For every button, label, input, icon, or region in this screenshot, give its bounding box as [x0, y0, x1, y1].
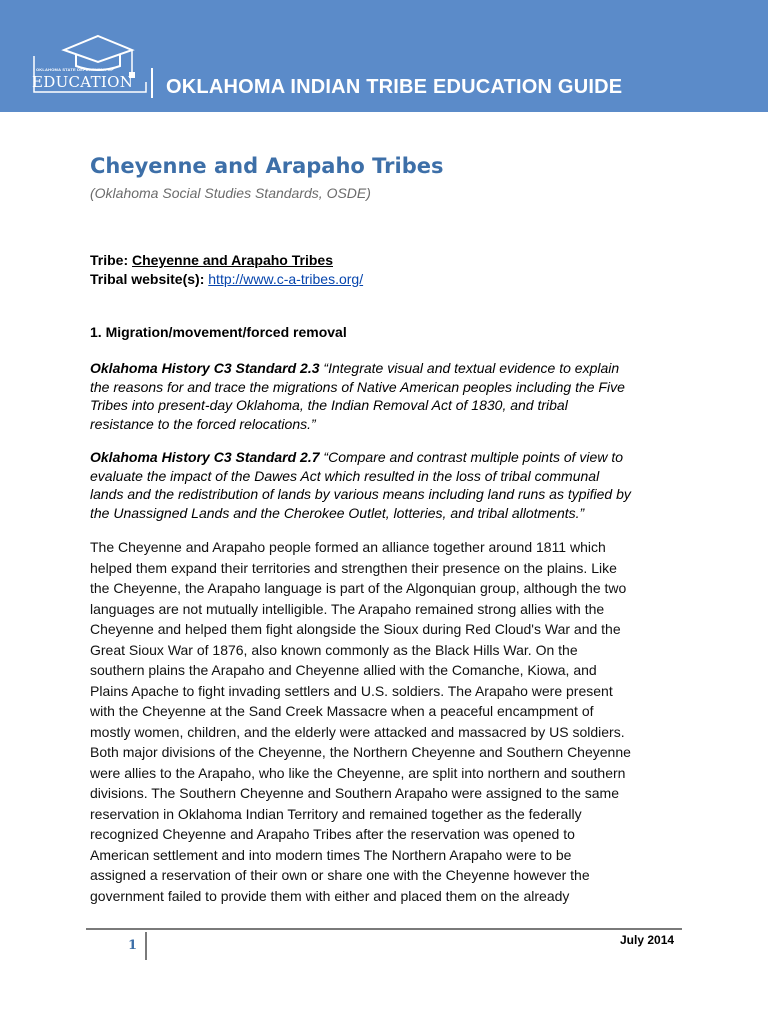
standard-2-3-line: resistance to the forced relocations.” — [90, 415, 316, 432]
standard-2-7-line: lands and the redistribution of lands by various means including land runs as typified by — [90, 486, 631, 503]
website-link[interactable]: http://www.c-a-tribes.org/ — [208, 271, 364, 287]
page-title: Cheyenne and Arapaho Tribes — [90, 154, 444, 178]
body-line: recognized Cheyenne and Arapaho Tribes after the reservation was opened to — [90, 826, 575, 842]
body-line: The Cheyenne and Arapaho people formed an alliance together around 1811 which — [90, 539, 606, 555]
body-line: American settlement and into modern times The Northern Arapaho were to be — [90, 846, 572, 863]
website-line — [90, 271, 363, 287]
standard-2-3-line: Tribes into present-day Oklahoma, the Indian Removal Act of 1830, and tribal — [90, 397, 568, 414]
standard-2-3-label: Oklahoma History C3 Standard 2.3 — [90, 360, 320, 376]
page-subtitle: (Oklahoma Social Studies Standards, OSDE) — [90, 185, 371, 201]
body-line: reservation in Oklahoma Indian Territory and remained together as the federally — [90, 805, 582, 822]
website-label: Tribal website(s) — [90, 271, 200, 287]
body-line: Plains Apache to fight invading settlers and U.S. soldiers. The Arapaho were present — [90, 682, 613, 699]
logo-text: EDUCATION — [32, 73, 134, 91]
standard-2-3 — [90, 359, 680, 433]
body-line: were allies to the Arapaho, who like the Cheyenne, are split into northern and southern — [90, 764, 626, 781]
website-colon: : — [199, 271, 205, 287]
body-line: helped them expand their territories and strengthen their presence on the plains. Like — [90, 559, 617, 576]
footer-vertical-divider — [145, 932, 147, 960]
header-title: OKLAHOMA INDIAN TRIBE EDUCATION GUIDE — [166, 76, 623, 98]
standard-2-3-line: “Integrate visual and textual evidence to explain — [323, 360, 620, 376]
body-line: languages are not mutually intelligible. The Arapaho remained strong allies with the — [90, 600, 605, 617]
body-line: southern plains the Arapaho and Cheyenne allied with the Comanche, Kiowa, and — [90, 662, 597, 678]
page-header — [0, 0, 768, 112]
body-line: the Cheyenne, the Arapaho language is part of the Algonquian group, although the two — [90, 580, 627, 596]
tribe-name: Cheyenne and Arapaho Tribes — [132, 252, 333, 268]
body-line: Cheyenne and helped them fight alongside the Sioux during Red Cloud's War and the — [90, 621, 621, 637]
body-line: government failed to provide them with either and placed them on the already — [90, 887, 570, 904]
page-number: 1 — [128, 938, 138, 953]
footer-date: July 2014 — [620, 933, 675, 947]
standard-2-7 — [90, 448, 680, 522]
body-line: Both major divisions of the Cheyenne, the Northern Cheyenne and Southern Cheyenne — [90, 744, 631, 760]
tribe-line — [90, 252, 333, 268]
section-heading: 1. Migration/movement/forced removal — [90, 324, 347, 340]
standard-2-7-line: the Unassigned Lands and the Cherokee Outlet, lotteries, and tribal allotments.” — [90, 504, 585, 521]
body-line: Great Sioux War of 1876, also known commonly as the Black Hills War. On the — [90, 641, 578, 658]
footer-divider — [86, 928, 682, 930]
body-paragraph — [90, 537, 680, 906]
standard-2-3-line: the reasons for and trace the migrations of Native American peoples including the Five — [90, 378, 625, 395]
tribe-label: Tribe: — [90, 252, 129, 268]
body-line: with the Cheyenne at the Sand Creek Massacre when a peaceful encampment of — [90, 703, 594, 719]
education-logo — [28, 28, 168, 100]
standard-2-7-line: evaluate the impact of the Dawes Act which resulted in the loss of tribal communal — [90, 467, 600, 484]
body-line: divisions. The Southern Cheyenne and Southern Arapaho were assigned to the same — [90, 785, 619, 801]
body-line: assigned a reservation of their own or share one with the Cheyenne however the — [90, 867, 590, 883]
logo-small-text: OKLAHOMA STATE DEPARTMENT OF — [36, 67, 114, 72]
standard-2-7-line: “Compare and contrast multiple points of view to — [323, 449, 624, 465]
body-line: mostly women, children, and the elderly were attacked and massacred by US soldiers. — [90, 723, 625, 740]
standard-2-7-label: Oklahoma History C3 Standard 2.7 — [90, 449, 320, 465]
